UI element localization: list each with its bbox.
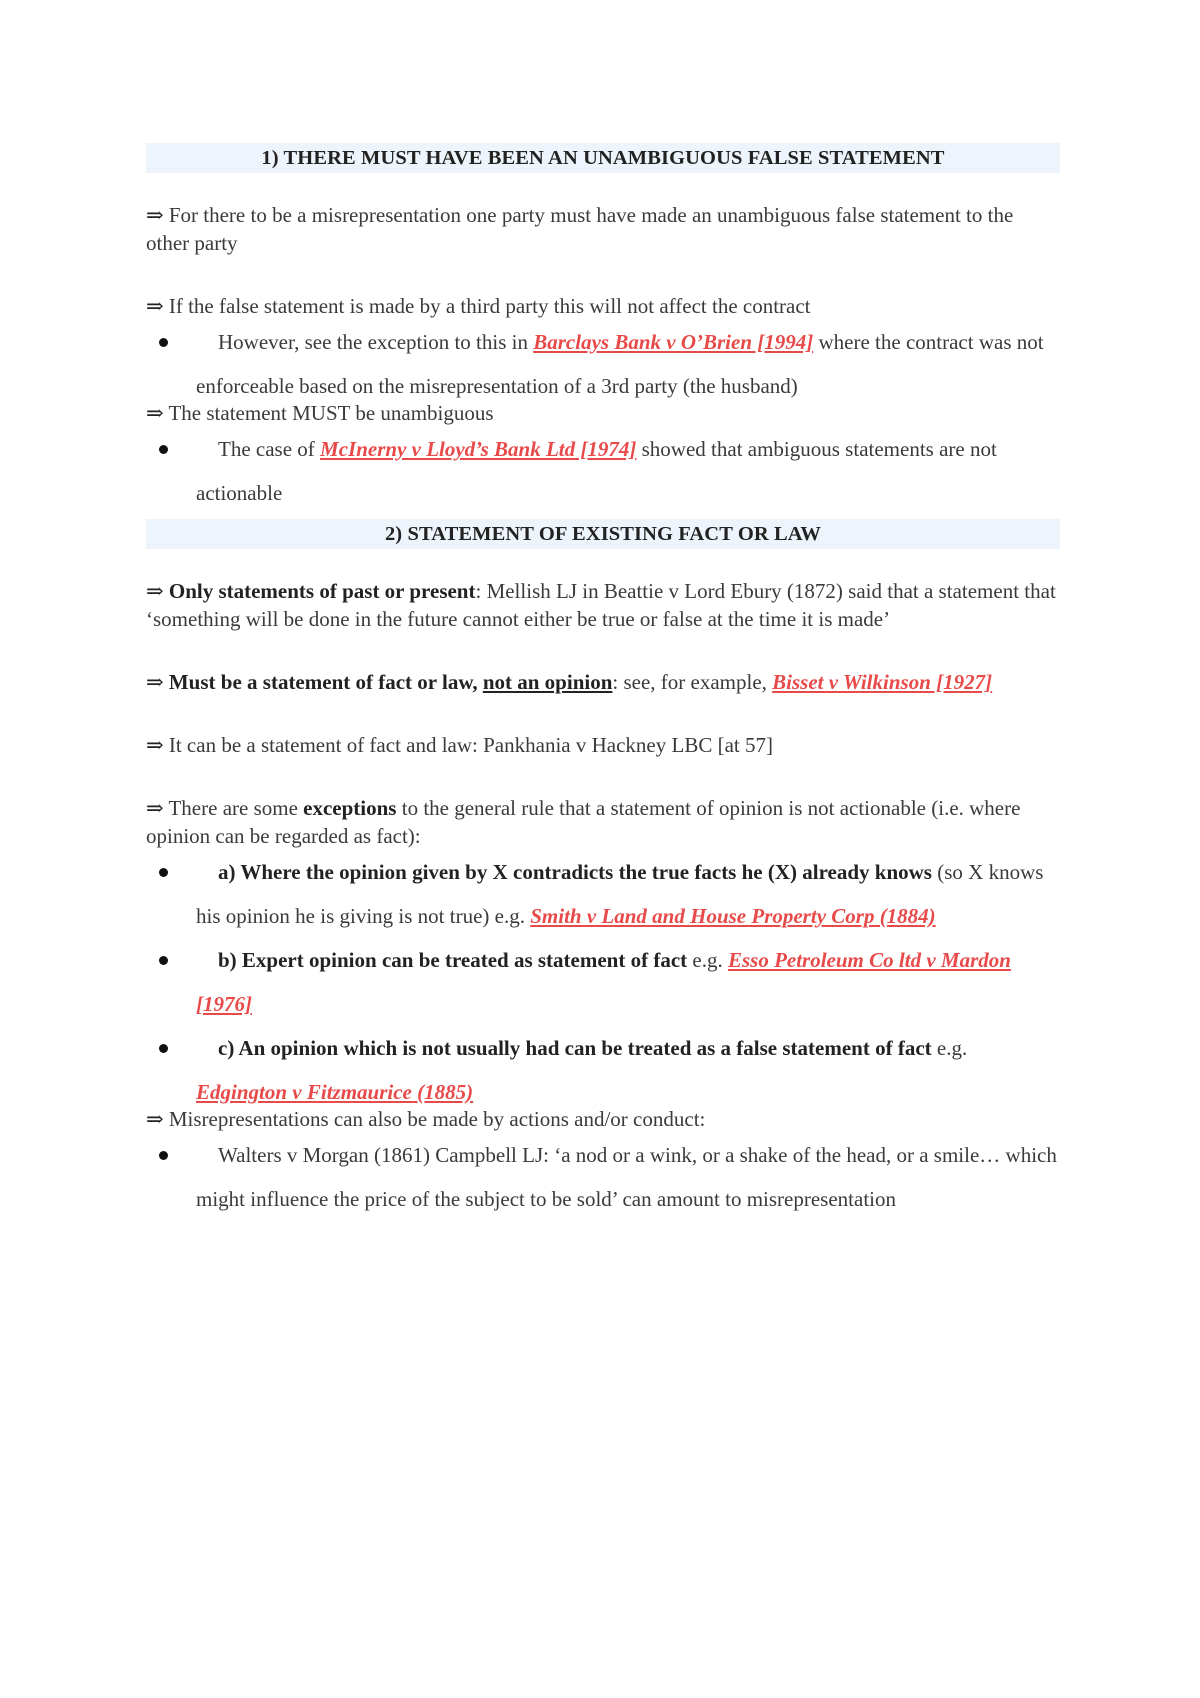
s1-paragraph-2	[146, 292, 1060, 320]
bullet-icon	[159, 338, 168, 347]
s1-p3-text: The statement MUST be unambiguous	[163, 401, 494, 425]
bullet-icon	[159, 1044, 168, 1053]
s1-b2-pre: The case of	[218, 437, 321, 461]
arrow-icon: ⇒	[146, 733, 164, 757]
case-link-esso[interactable]: Esso Petroleum Co ltd v Mardon [1976]	[196, 948, 1011, 1016]
s1-p1-text: For there to be a misrepresentation one party must have made an unambiguous false statement to the other party	[146, 203, 1014, 255]
s2-bullet-b	[146, 938, 1060, 1026]
s2-ba-text: (so X knows his opinion he is giving is not true) e.g.	[196, 860, 1044, 928]
case-link-smith[interactable]: Smith v Land and House Property Corp (1884)	[530, 904, 936, 928]
section-2-heading: 2) STATEMENT OF EXISTING FACT OR LAW	[146, 519, 1060, 549]
s2-p2-bold-underline: not an opinion	[482, 670, 613, 694]
s2-bc-bold: c) An opinion which is not usually had can be treated as a false statement of fact	[218, 1036, 932, 1060]
s2-paragraph-4	[146, 794, 1060, 850]
arrow-icon: ⇒	[146, 670, 164, 694]
s2-ba-bold: a) Where the opinion given by X contradicts the true facts he (X) already knows	[218, 860, 932, 884]
s1-bullet-2	[146, 427, 1060, 515]
s2-p4-post: to the general rule that a statement of opinion is not actionable (i.e. where opinion can be regarded as fact):	[146, 796, 1021, 848]
s2-paragraph-2	[146, 668, 1060, 696]
s2-p2-bold: Must be a statement of fact or law,	[163, 670, 483, 694]
s2-p2-text: : see, for example,	[612, 670, 773, 694]
s2-p5-text: Misrepresentations can also be made by actions and/or conduct:	[163, 1107, 706, 1131]
arrow-icon: ⇒	[146, 294, 164, 318]
s2-bb-bold: b) Expert opinion can be treated as statement of fact	[218, 948, 688, 972]
section-1-heading: 1) THERE MUST HAVE BEEN AN UNAMBIGUOUS FALSE STATEMENT	[146, 143, 1060, 173]
s2-p1-bold: Only statements of past or present	[163, 579, 476, 603]
s1-b1-post: where the contract was not enforceable based on the misrepresentation of a 3rd party (the husband)	[196, 330, 1044, 398]
s1-b1-pre: However, see the exception to this in	[218, 330, 534, 354]
case-link-barclays[interactable]: Barclays Bank v O’Brien [1994]	[533, 330, 814, 354]
bullet-icon	[159, 445, 168, 454]
case-link-edgington[interactable]: Edgington v Fitzmaurice (1885)	[196, 1080, 474, 1104]
s1-paragraph-1	[146, 201, 1060, 257]
s2-paragraph-3	[146, 731, 1060, 759]
bullet-icon	[159, 868, 168, 877]
s2-p1-text: : Mellish LJ in Beattie v Lord Ebury (1872) said that a statement that ‘something will be done in the future cannot either be true or false at the time it is made’	[146, 579, 1056, 631]
s2-bullet-a	[146, 850, 1060, 938]
s1-b2-post: showed that ambiguous statements are not actionable	[196, 437, 997, 505]
bullet-icon	[159, 1151, 168, 1160]
s2-p3-text: It can be a statement of fact and law: Pankhania v Hackney LBC [at 57]	[163, 733, 773, 757]
s2-p4-bold: exceptions	[303, 796, 397, 820]
s2-paragraph-1	[146, 577, 1060, 633]
arrow-icon: ⇒	[146, 579, 164, 603]
case-link-bisset[interactable]: Bisset v Wilkinson [1927]	[772, 670, 993, 694]
s2-bb-text: e.g.	[687, 948, 728, 972]
document-content	[146, 143, 1060, 1221]
s2-bd-text: Walters v Morgan (1861) Campbell LJ: ‘a nod or a wink, or a shake of the head, or a smile… which might influence the price of the subject to be sold’ can amount to misrepresentation	[196, 1143, 1057, 1211]
bullet-icon	[159, 956, 168, 965]
s2-bc-text: e.g.	[931, 1036, 968, 1060]
s2-bullet-d	[146, 1133, 1060, 1221]
s2-p4-pre: There are some	[163, 796, 304, 820]
case-link-mcinerny[interactable]: McInerny v Lloyd’s Bank Ltd [1974]	[320, 437, 637, 461]
arrow-icon: ⇒	[146, 203, 164, 227]
arrow-icon: ⇒	[146, 401, 164, 425]
s2-bullet-c	[146, 1026, 1060, 1114]
arrow-icon: ⇒	[146, 1107, 164, 1131]
s1-p2-text: If the false statement is made by a third party this will not affect the contract	[163, 294, 811, 318]
arrow-icon: ⇒	[146, 796, 164, 820]
s1-bullet-1	[146, 320, 1060, 408]
